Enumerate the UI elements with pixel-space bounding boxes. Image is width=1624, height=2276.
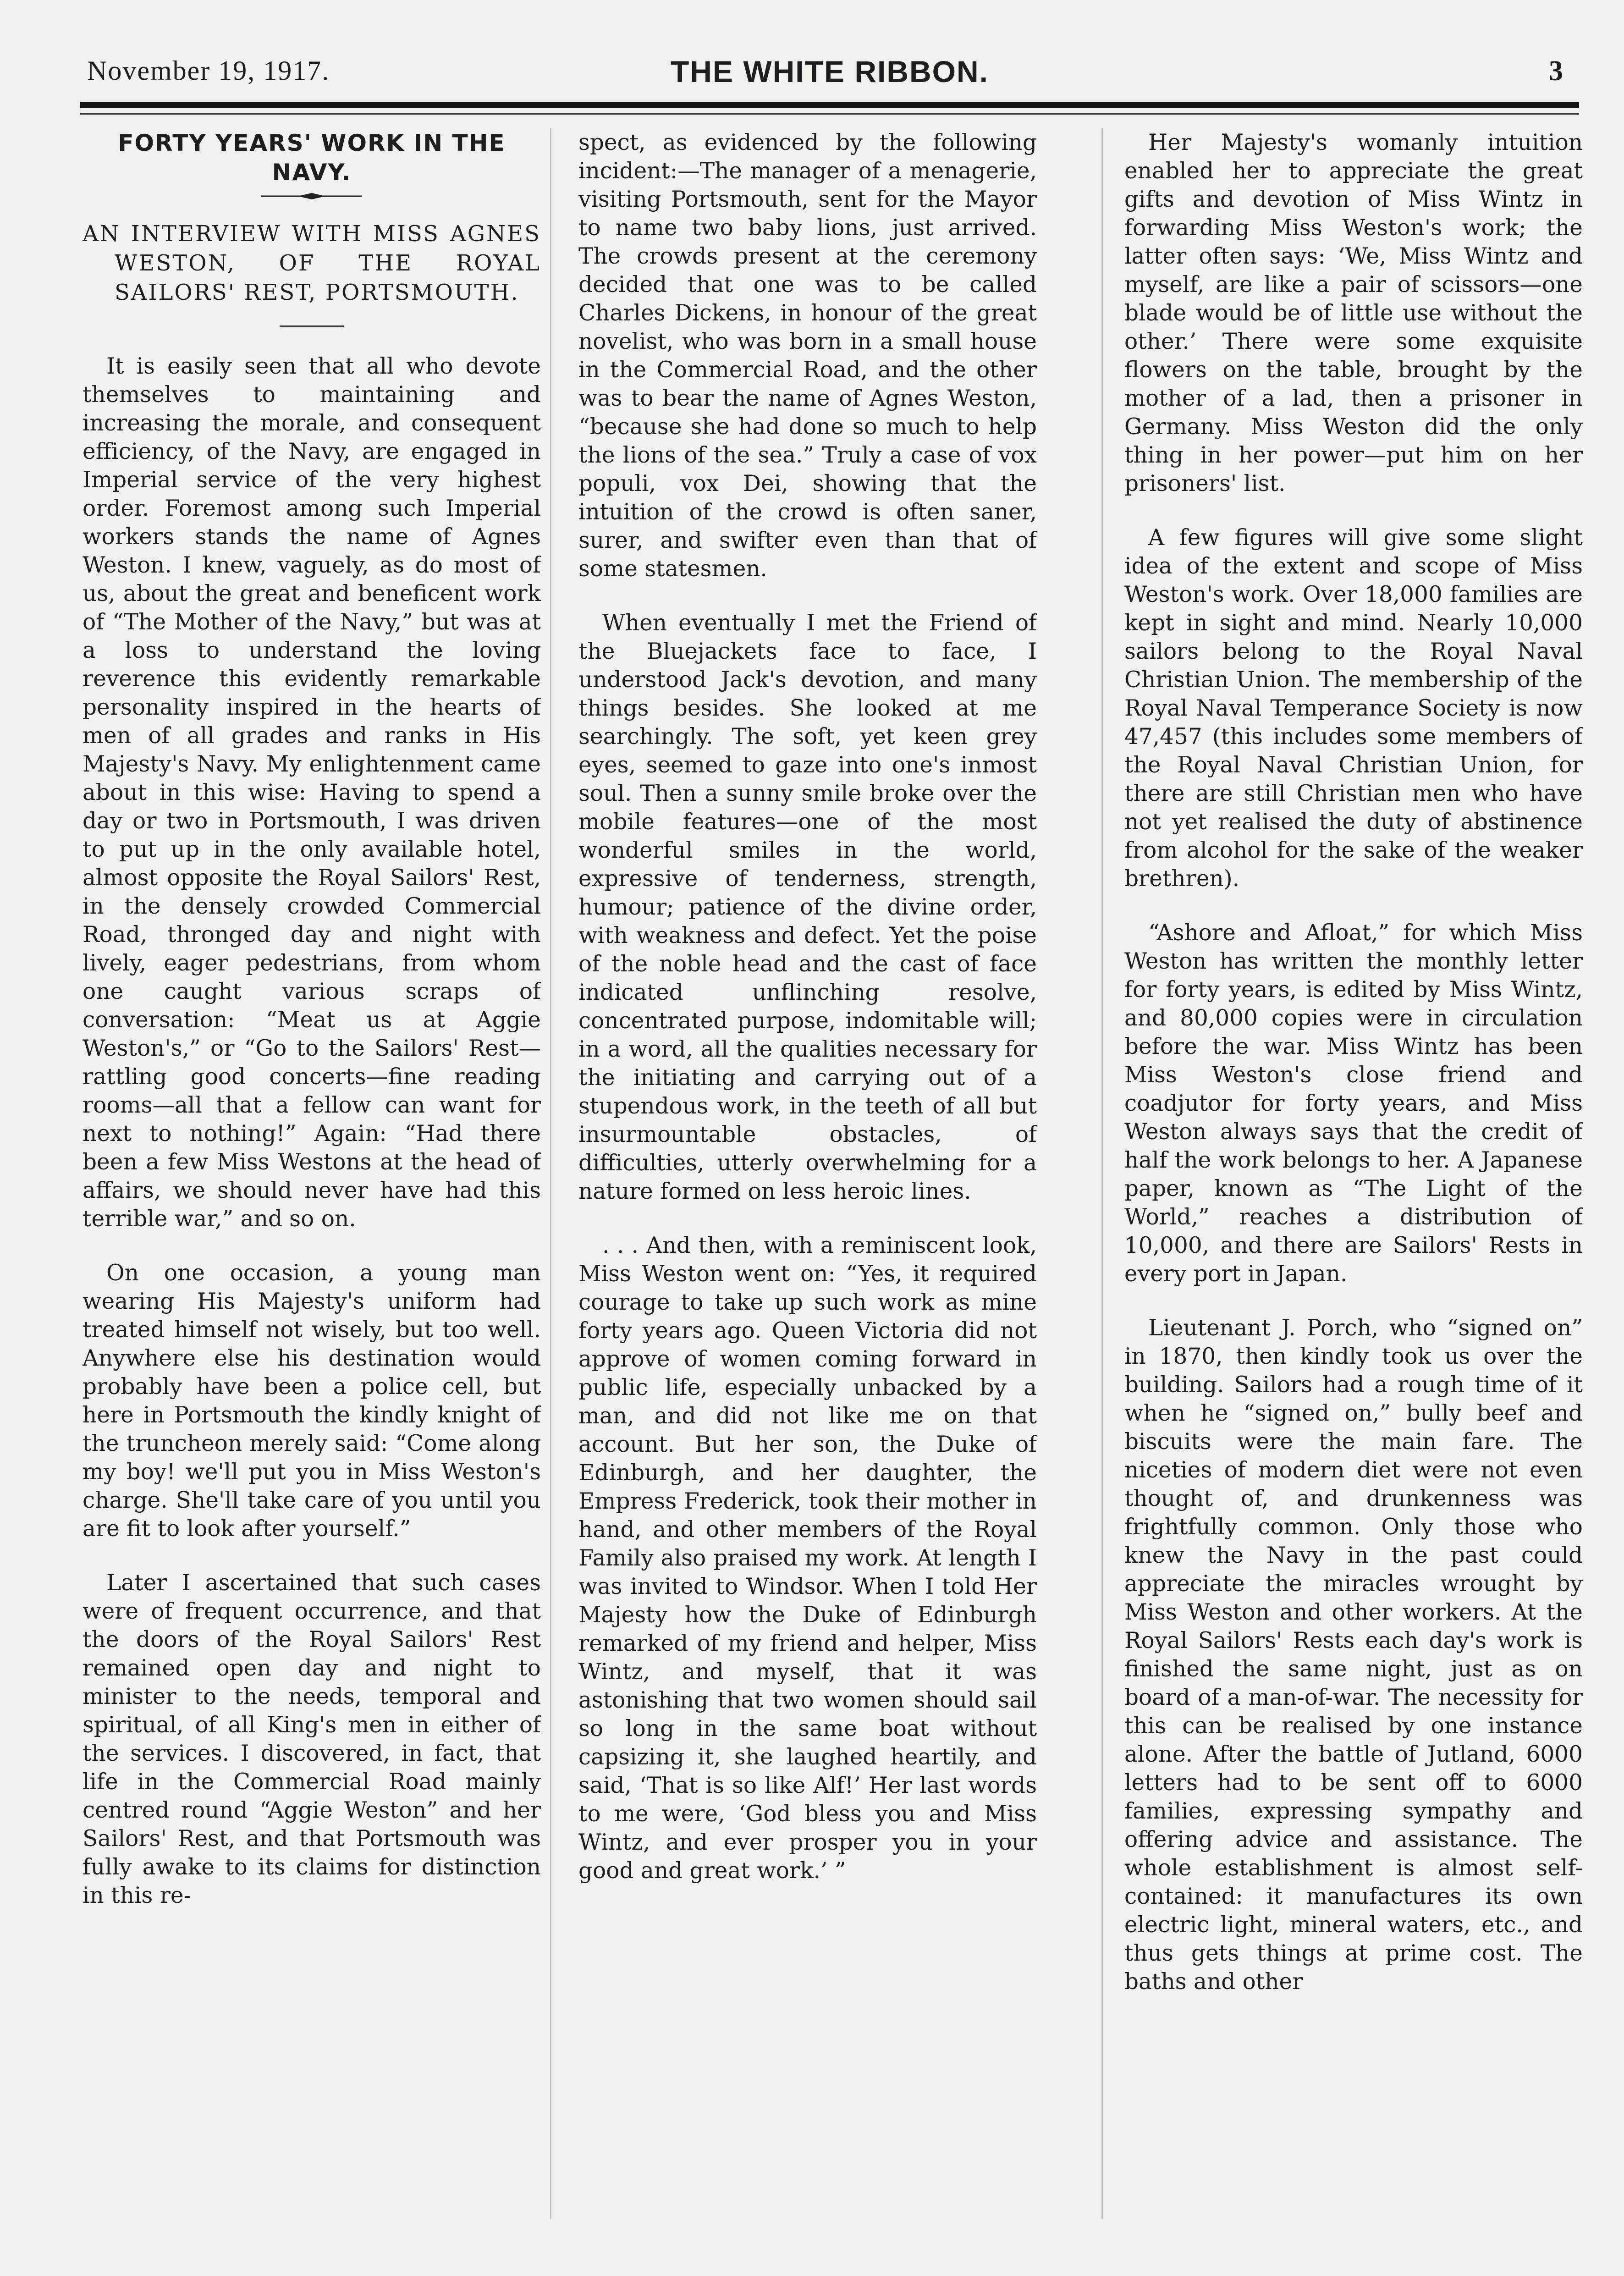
paragraph: spect, as evidenced by the following incident:—The manager of a menagerie, visiting Portsmouth, sent for the Mayor to name two baby lions, just arrived. The crowds present at the ceremony decided that one was to be called Charles Dickens, in honour of the great novelist, who was born in a small house in the Commercial Road, and the other was to bear the name of Agnes Weston, “because she had done so much to help the lions of the sea.” Truly a case of vox populi, vox Dei, showing that the intuition of the crowd is often saner, surer, and swifter even than that of some statesmen. <box>578 130 1037 582</box>
column-divider-2 <box>1101 128 1103 2219</box>
paragraph: On one occasion, a young man wearing His Majesty's uniform had treated himself not wisely, but too well. Anywhere else his destination would probably have been a police cell, but here in Portsmouth the kindly knight of the truncheon merely said: “Come along my boy! we'll put you in Miss Weston's charge. She'll take care of you until you are fit to look after yourself.” <box>83 1260 541 1542</box>
paragraph: Lieutenant J. Porch, who “signed on” in 1870, then kindly took us over the building. Sailors had a rough time of it when he “signed on,” bully beef and biscuits were the main fare. The niceties of modern diet were not even thought of, and drunkenness was frightfully common. Only those who knew the Navy in the past could appreciate the miracles wrought by Miss Weston and other workers. At the Royal Sailors' Rests each day's work is finished the same night, just as on board of a man-of-war. The necessity for this can be realised by one instance alone. After the battle of Jutland, 6000 letters had to be sent off to 6000 families, expressing sympathy and offering advice and assistance. The whole establishment is almost self-contained: it manufactures its own electric light, mineral waters, etc., and thus gets things at prime cost. The baths and other <box>1124 1315 1583 1995</box>
article-subhead: AN INTERVIEW WITH MISS AGNES WESTON, OF THE ROYAL SAILORS' REST, PORTSMOUTH. <box>83 221 541 305</box>
paragraph: Her Majesty's womanly intuition enabled her to appreciate the great gifts and devotion of Miss Wintz in forwarding Miss Weston's work; the latter often says: ‘We, Miss Wintz and myself, are like a pair of scissors—one blade would be of little use without the other.’ There were some exquisite flowers on the table, brought by the mother of a lad, then a prisoner in Germany. Miss Weston did the only thing in her power—put him on her prisoners' list. <box>1124 130 1583 496</box>
masthead-thin-rule <box>80 113 1579 115</box>
column-divider-1 <box>550 128 551 2219</box>
paragraph: It is easily seen that all who devote themselves to maintaining and increasing the morale, and consequent efficiency, of the Navy, are engaged in Imperial service of the very highest order. Foremost among such Imperial workers stands the name of Agnes Weston. I knew, vaguely, as do most of us, about the great and beneficent work of “The Mother of the Navy,” but was at a loss to understand the loving reverence this evidently remarkable personality inspired in the hearts of men of all grades and ranks in His Majesty's Navy. My enlightenment came about in this wise: Having to spend a day or two in Portsmouth, I was driven to put up in the only available hotel, almost opposite the Royal Sailors' Rest, in the densely crowded Commercial Road, thronged day and night with lively, eager pedestrians, from whom one caught various scraps of conversation: “Meat us at Aggie Weston's,” or “Go to the Sailors' Rest—rattling good concerts—fine reading rooms—all that a fellow can want for next to nothing!” Again: “Had there been a few Miss Westons at the head of affairs, we should never have had this terrible war,” and so on. <box>83 353 541 1232</box>
section-rule <box>280 325 344 327</box>
issue-date: November 19, 1917. <box>87 55 330 86</box>
paragraph: A few figures will give some slight idea of the extent and scope of Miss Weston's work. Over 18,000 families are kept in sight and mind. Nearly 10,000 sailors belong to the Royal Naval Christian Union. The membership of the Royal Naval Temperance Society is now 47,457 (this includes some members of the Royal Naval Christian Union, for there are still Christian men who have not yet realised the duty of abstinence from alcohol for the sake of the weaker brethren). <box>1124 525 1583 892</box>
column-2 <box>578 128 1037 2255</box>
paragraph: When eventually I met the Friend of the Bluejackets face to face, I understood Jack's devotion, and many things besides. She looked at me searchingly. The soft, yet keen grey eyes, seemed to gaze into one's inmost soul. Then a sunny smile broke over the mobile features—one of the most wonderful smiles in the world, expressive of tenderness, strength, humour; patience of the divine order, with weakness and defect. Yet the poise of the noble head and the cast of face indicated unflinching resolve, concentrated purpose, indomitable will; in a word, all the qualities necessary for the initiating and carrying out of a stupendous work, in the teeth of all but insurmountable obstacles, of difficulties, utterly overwhelming for a nature formed on less heroic lines. <box>578 610 1037 1204</box>
masthead-thick-rule <box>80 102 1579 108</box>
page-number: 3 <box>1549 55 1563 87</box>
paragraph: “Ashore and Afloat,” for which Miss Weston has written the monthly letter for forty years, is edited by Miss Wintz, and 80,000 copies were in circulation before the war. Miss Wintz has been Miss Weston's close friend and coadjutor for forty years, and Miss Weston always says that the credit of half the work belongs to her. A Japanese paper, known as “The Light of the World,” reaches a distribution of 10,000, and there are Sailors' Rests in every port in Japan. <box>1124 920 1583 1287</box>
paragraph: Later I ascertained that such cases were of frequent occurrence, and that the doors of the Royal Sailors' Rest remained open day and night to minister to the needs, temporal and spiritual, of all King's men in either of the services. I discovered, in fact, that life in the Commercial Road mainly centred round “Aggie Weston” and her Sailors' Rest, and that Portsmouth was fully awake to its claims for distinction in this re- <box>83 1570 541 1908</box>
masthead <box>78 50 1581 96</box>
article-headline: FORTY YEARS' WORK IN THE NAVY. <box>118 130 506 186</box>
column-1 <box>83 128 541 2255</box>
newspaper-title: THE WHITE RIBBON. <box>671 55 989 88</box>
ornamental-dash <box>261 192 362 201</box>
column-3 <box>1124 128 1583 2255</box>
paragraph: . . . And then, with a reminiscent look, Miss Weston went on: “Yes, it required courage to take up such work as mine forty years ago. Queen Victoria did not approve of women coming forward in public life, especially unbacked by a man, and did not like me on that account. But her son, the Duke of Edinburgh, and her daughter, the Empress Frederick, took their mother in hand, and other members of the Royal Family also praised my work. At length I was invited to Windsor. When I told Her Majesty how the Duke of Edinburgh remarked of my friend and helper, Miss Wintz, and myself, that it was astonishing that two women should sail so long in the same boat without capsizing it, she laughed heartily, and said, ‘That is so like Alf!’ Her last words to me were, ‘God bless you and Miss Wintz, and ever prosper you in your good and great work.’ ” <box>578 1233 1037 1884</box>
